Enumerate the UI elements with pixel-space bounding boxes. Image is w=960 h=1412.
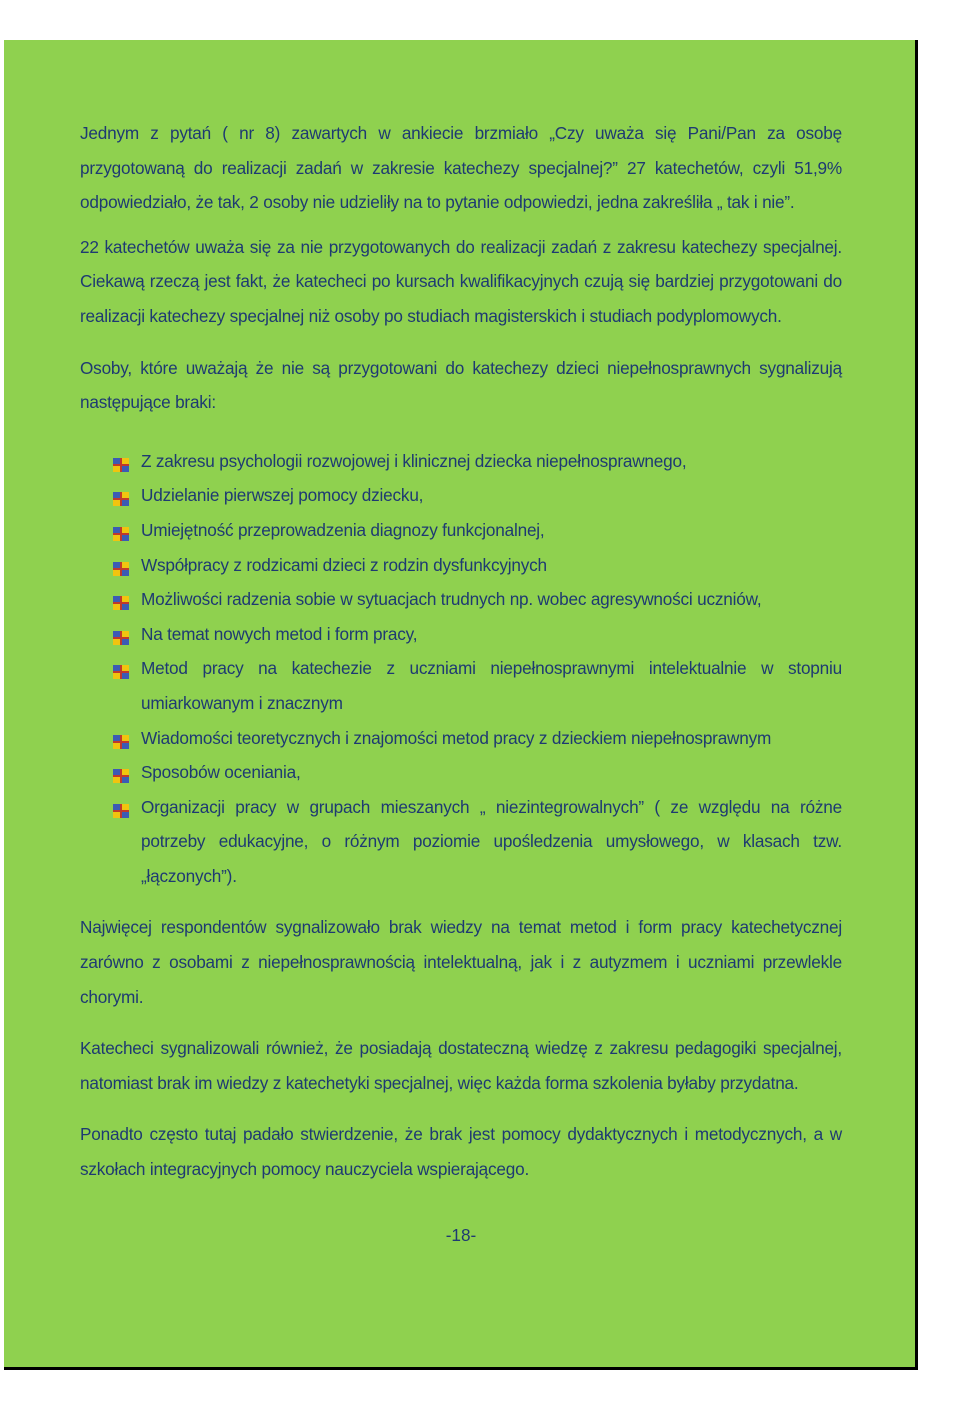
- quadrant-bullet-icon: [112, 451, 130, 469]
- list-item: Współpracy z rodzicami dzieci z rodzin dysfunkcyjnych: [80, 548, 842, 583]
- quadrant-bullet-icon: [112, 520, 130, 538]
- quadrant-bullet-icon: [112, 762, 130, 780]
- list-item: Z zakresu psychologii rozwojowej i klinicznej dziecka niepełnosprawnego,: [80, 444, 842, 479]
- paragraph-deficits-intro: Osoby, które uważają że nie są przygotowani do katechezy dzieci niepełnosprawnych sygnalizują następujące braki:: [80, 357, 842, 413]
- quadrant-bullet-icon: [112, 658, 130, 676]
- list-item: Umiejętność przeprowadzenia diagnozy funkcjonalnej,: [80, 513, 842, 548]
- document-page: [4, 40, 918, 1370]
- page-content: [80, 116, 842, 1187]
- list-item: Udzielanie pierwszej pomocy dziecku,: [80, 478, 842, 513]
- page-number: -18-: [445, 1225, 477, 1245]
- quadrant-bullet-icon: [112, 485, 130, 503]
- paragraph-not-prepared: 22 katechetów uważa się za nie przygotowanych do realizacji zadań z zakresu katechezy specjalnej. Ciekawą rzeczą jest fakt, że katecheci po kursach kwalifikacyjnych czują się bardziej przygotowani do realizacji katechezy specjalnej niż osoby po studiach magisterskich i studiach podyplomowych.: [80, 236, 842, 326]
- paragraph-most-respondents: Najwięcej respondentów sygnalizowało brak wiedzy na temat metod i form pracy katechetycznej zarówno z osobami z niepełnosprawnością intelektualną, jak i z autyzmem i uczniami przewlekle chorymi.: [80, 917, 842, 1007]
- list-item: Wiadomości teoretycznych i znajomości metod pracy z dzieckiem niepełnosprawnym: [80, 721, 842, 756]
- list-item: Organizacji pracy w grupach mieszanych „ niezintegrowalnych” ( ze względu na różne potrzeby edukacyjne, o różnym poziomie upośledzenia umysłowego, w klasach tzw. „łączonych”).: [80, 790, 842, 894]
- quadrant-bullet-icon: [112, 624, 130, 642]
- list-item: Metod pracy na katechezie z uczniami niepełnosprawnymi intelektualnie w stopniu umiarkowanym i znacznym: [80, 651, 842, 720]
- list-item: Możliwości radzenia sobie w sytuacjach trudnych np. wobec agresywności uczniów,: [80, 582, 842, 617]
- list-item: Sposobów oceniania,: [80, 755, 842, 790]
- deficits-list: [80, 444, 842, 894]
- paragraph-lack-of-aids: Ponadto często tutaj padało stwierdzenie, że brak jest pomocy dydaktycznych i metodycznych, a w szkołach integracyjnych pomocy nauczyciela wspierającego.: [80, 1124, 842, 1180]
- list-item: Na temat nowych metod i form pracy,: [80, 617, 842, 652]
- paragraph-survey-question: Jednym z pytań ( nr 8) zawartych w ankiecie brzmiało „Czy uważa się Pani/Pan za osobę przygotowaną do realizacji zadań w zakresie katechezy specjalnej?” 27 katechetów, czyli 51,9% odpowiedziało, że tak, 2 osoby nie udzieliły na to pytanie odpowiedzi, jedna zakreśliła „ tak i nie”.: [80, 123, 842, 213]
- paragraph-catechists-signal: Katecheci sygnalizowali również, że posiadają dostateczną wiedzę z zakresu pedagogiki specjalnej, natomiast brak im wiedzy z katechetyki specjalnej, więc każda forma szkolenia byłaby przydatna.: [80, 1038, 842, 1093]
- quadrant-bullet-icon: [112, 728, 130, 746]
- quadrant-bullet-icon: [112, 555, 130, 573]
- quadrant-bullet-icon: [112, 797, 130, 815]
- quadrant-bullet-icon: [112, 589, 130, 607]
